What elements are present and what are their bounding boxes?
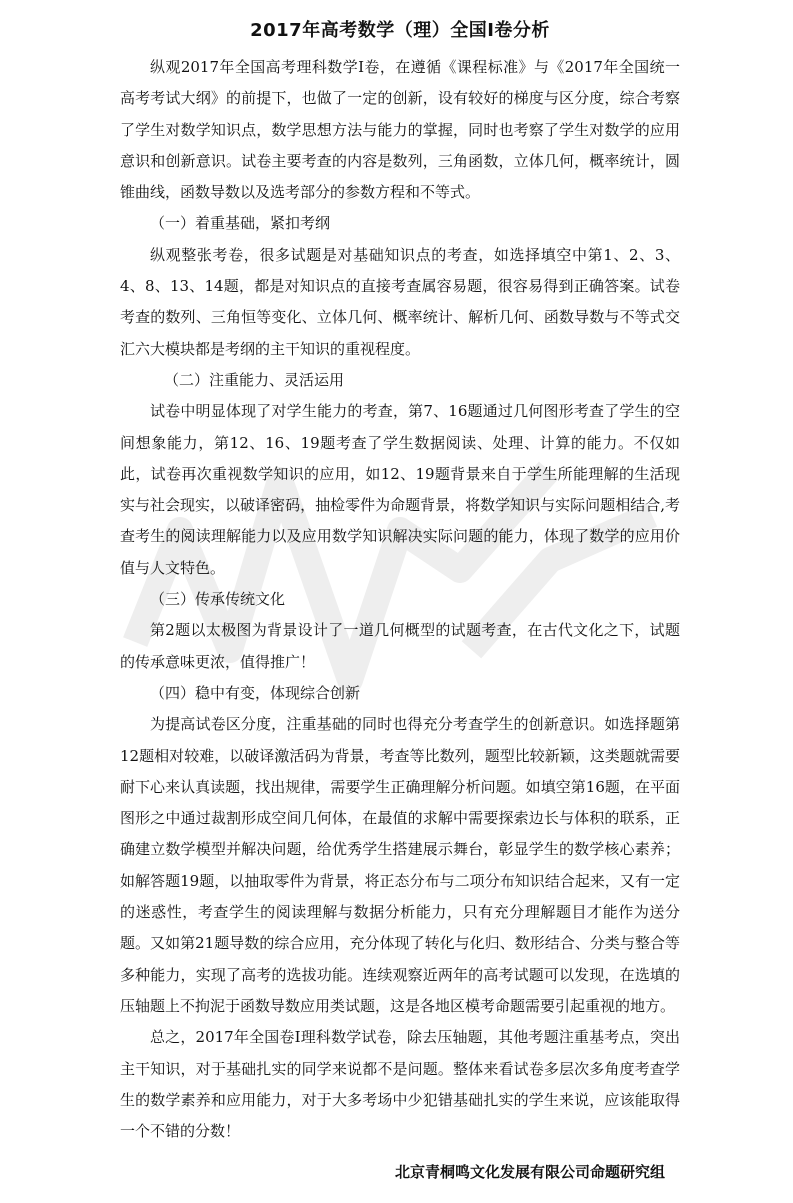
section-1-paragraph: 纵观整张考卷，很多试题是对基础知识点的考查，如选择填空中第1、2、3、4、8、13、14题，都是对知识点的直接考查属容易题，很容易得到正确答案。试卷考查的数列、三角恒等变化、立体几何、概率统计、解析几何、函数导数与不等式交汇六大模块都是考纲的主干知识的重视程度。 bbox=[120, 245, 680, 358]
section-heading-1: （一）着重基础，紧扣考纲 bbox=[150, 214, 331, 233]
section-4-paragraph: 为提高试卷区分度，注重基础的同时也得充分考查学生的创新意识。如选择题第12题相对较难，以破译激活码为背景，考查等比数列，题型比较新颖，这类题就需要耐下心来认真读题，找出规律，需要学生正确理解分析问题。如填空第16题，在平面图形之中通过裁割形成空间几何体，在最值的求解中需要探索边长与体积的联系，正确建立数学模型并解决问题，给优秀学生搭建展示舞台，彰显学生的数学核心素养；如解答题19题，以抽取零件为背景，将正态分布与二项分布知识结合起来，又有一定的迷惑性，考查学生的阅读理解与数据分析能力，只有充分理解题目才能作为送分题。又如第21题导数的综合应用，充分体现了转化与化归、数形结合、分类与整合等多种能力，实现了高考的选拔功能。连续观察近两年的高考试题可以发现，在选填的压轴题上不拘泥于函数导数应用类试题，这是各地区模考命题需要引起重视的地方。 bbox=[120, 715, 680, 1015]
document-content bbox=[120, 0, 680, 1147]
section-2-paragraph: 试卷中明显体现了对学生能力的考查，第7、16题通过几何图形考查了学生的空间想象能力，第12、16、19题考查了学生数据阅读、处理、计算的能力。不仅如此，试卷再次重视数学知识的应用，如12、19题背景来自于学生所能理解的生活现实与社会现实，以破译密码，抽检零件为命题背景，将数学知识与实际问题相结合,考查考生的阅读理解能力以及应用数学知识解决实际问题的能力，体现了数学的应用价值与人文特色。 bbox=[120, 402, 680, 577]
section-heading-2: （二）注重能力、灵活运用 bbox=[164, 370, 345, 389]
intro-paragraph: 纵观2017年全国高考理科数学Ⅰ卷，在遵循《课程标准》与《2017年全国统一高考考试大纲》的前提下，也做了一定的创新，设有较好的梯度与区分度，综合考察了学生对数学知识点，数学思想方法与能力的掌握，同时也考察了学生对数学的应用意识和创新意识。试卷主要考查的内容是数列，三角函数，立体几何，概率统计，圆锥曲线，函数导数以及选考部分的参数方程和不等式。 bbox=[120, 58, 680, 202]
footer-signature: 北京青桐鸣文化发展有限公司命题研究组 bbox=[395, 1163, 666, 1181]
section-3-paragraph: 第2题以太极图为背景设计了一道几何概型的试题考查，在古代文化之下，试题的传承意味更浓，值得推广！ bbox=[120, 621, 680, 671]
section-heading-3: （三）传承传统文化 bbox=[150, 590, 286, 609]
conclusion-paragraph: 总之，2017年全国卷Ⅰ理科数学试卷，除去压轴题，其他考题注重基考点，突出主干知识，对于基础扎实的同学来说都不是问题。整体来看试卷多层次多角度考查学生的数学素养和应用能力，对于大多考场中少犯错基础扎实的学生来说，应该能取得一个不错的分数！ bbox=[120, 1028, 680, 1141]
section-heading-4: （四）稳中有变，体现综合创新 bbox=[150, 683, 361, 702]
page-title: 2017年高考数学（理）全国Ⅰ卷分析 bbox=[250, 20, 550, 41]
